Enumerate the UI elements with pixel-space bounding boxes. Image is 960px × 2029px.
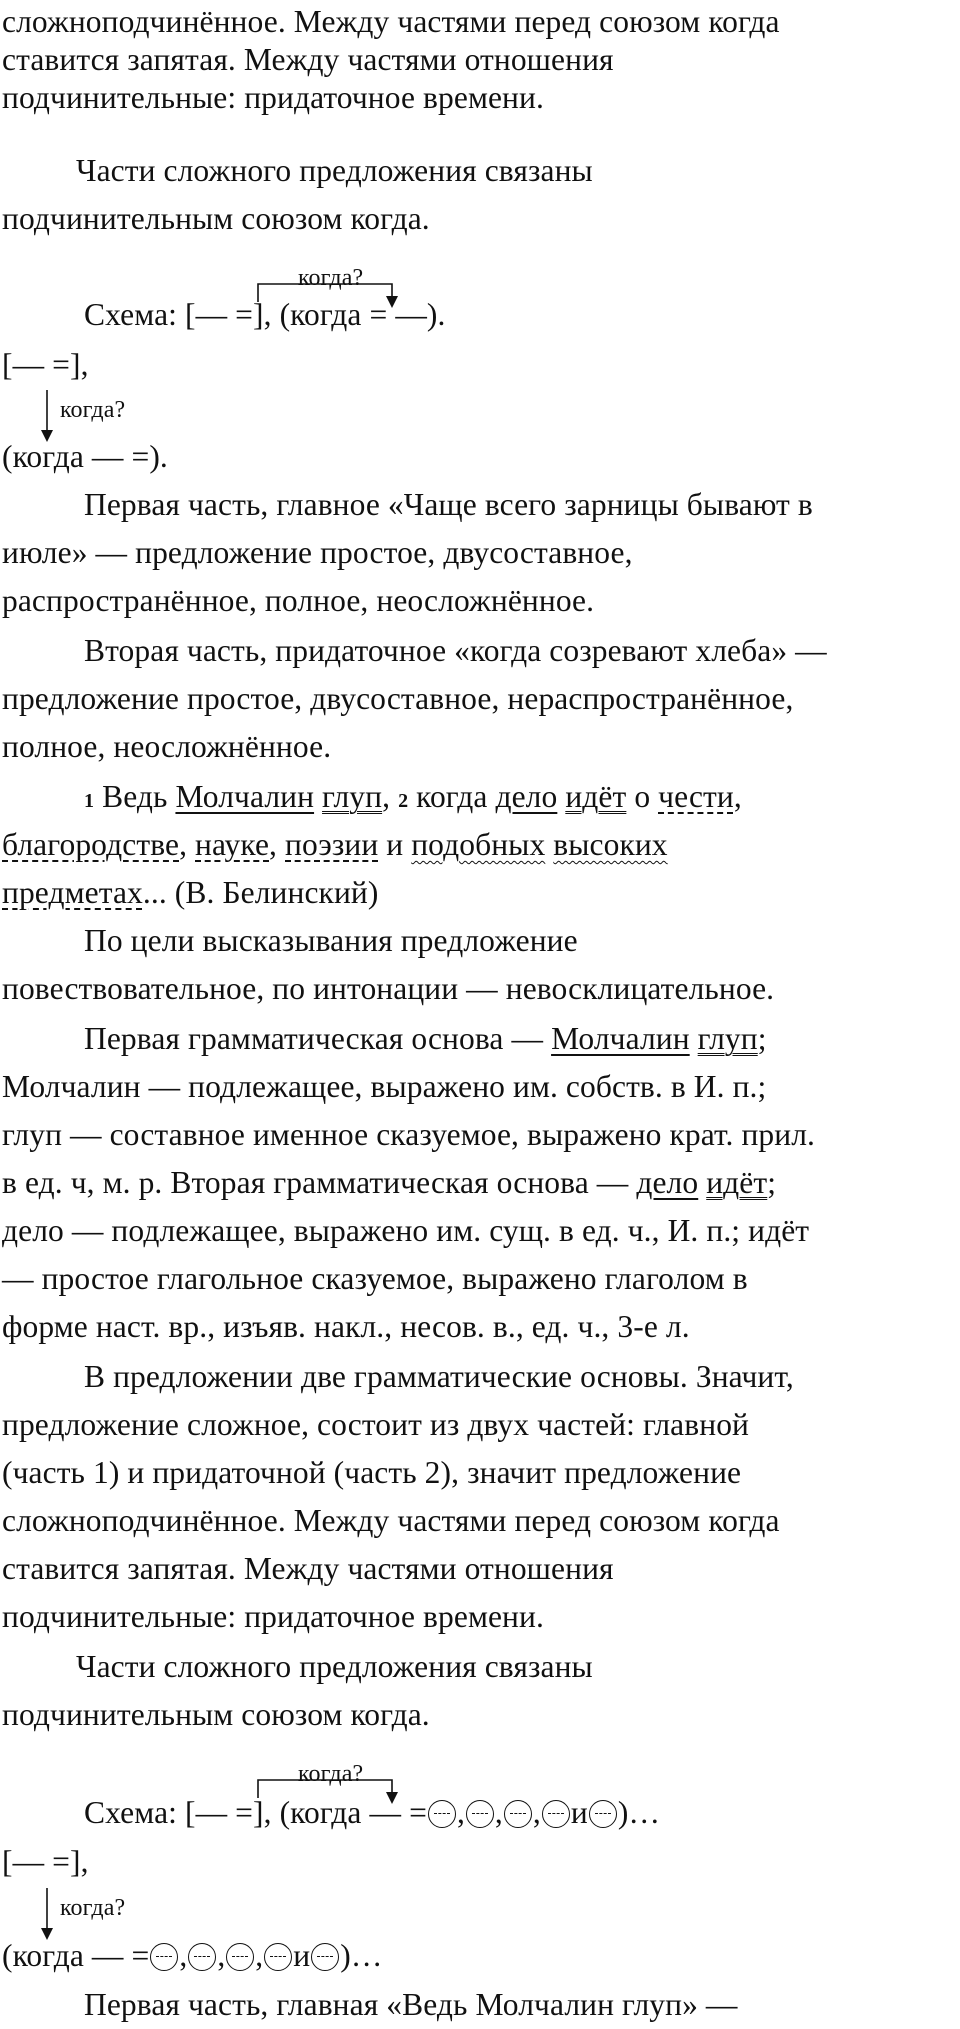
homogeneous-member-icon xyxy=(188,1943,216,1971)
text-line: подчинительным союзом когда. xyxy=(2,1697,430,1732)
text-line: Первая часть, главное «Чаще всего зарницы бывают в xyxy=(84,487,813,522)
example-sentence: благородстве, науке, поэзии и подобных высоких xyxy=(2,827,668,862)
example-sentence: предметах... (В. Белинский) xyxy=(2,875,379,910)
text-line: в ед. ч, м. р. Вторая грамматическая основа — дело идёт; xyxy=(2,1165,777,1200)
scheme-question: когда? xyxy=(298,1761,364,1787)
homogeneous-member-icon xyxy=(226,1943,254,1971)
scheme-line: Схема: [— =], (когда — = , , , и )… xyxy=(84,1795,661,1830)
text-line: Первая часть, главная «Ведь Молчалин глуп» — xyxy=(84,1987,738,2022)
text-line: По цели высказывания предложение xyxy=(84,923,578,958)
text-line: В предложении две грамматические основы. Значит, xyxy=(84,1359,794,1394)
text-line: предложение простое, двусоставное, нераспространённое, xyxy=(2,681,794,716)
text-line: полное, неосложнённое. xyxy=(2,729,332,764)
text-line: подчинительные: придаточное времени. xyxy=(2,1599,544,1634)
text-line: распространённое, полное, неосложнённое. xyxy=(2,583,595,618)
text-line: форме наст. вр., изъяв. накл., несов. в., ед. ч., 3-е л. xyxy=(2,1309,690,1344)
text-line: Первая грамматическая основа — Молчалин глуп; xyxy=(84,1021,767,1056)
scheme-main-part: [— =], xyxy=(2,1844,89,1879)
text-line: подчинительные: придаточное времени. xyxy=(2,80,544,115)
text-line: ставится запятая. Между частями отношения xyxy=(2,1551,614,1586)
scheme-line: Схема: [— =], (когда = —). xyxy=(84,297,446,332)
text-line: (часть 1) и придаточной (часть 2), значит предложение xyxy=(2,1455,742,1490)
homogeneous-member-icon xyxy=(311,1943,339,1971)
text-line: сложноподчинённое. Между частями перед союзом когда xyxy=(2,4,780,39)
text-line: Вторая часть, придаточное «когда созревают хлеба» — xyxy=(84,633,827,668)
text-line: подчинительным союзом когда. xyxy=(2,201,430,236)
scheme-question: когда? xyxy=(60,397,126,423)
text-line: — простое глагольное сказуемое, выражено глаголом в xyxy=(2,1261,748,1296)
homogeneous-member-icon xyxy=(264,1943,292,1971)
text-line: предложение сложное, состоит из двух частей: главной xyxy=(2,1407,750,1442)
text-line: ставится запятая. Между частями отношения xyxy=(2,42,614,77)
scheme-question: когда? xyxy=(298,265,364,291)
text-line: Части сложного предложения связаны xyxy=(76,1649,593,1684)
scheme-sub-part: (когда — = , , , и )… xyxy=(2,1938,383,1973)
homogeneous-member-icon xyxy=(150,1943,178,1971)
scheme-sub-part: (когда — =). xyxy=(2,439,168,474)
text-line: повествовательное, по интонации — невосклицательное. xyxy=(2,971,775,1006)
scheme-question: когда? xyxy=(60,1895,126,1921)
text-line: июле» — предложение простое, двусоставное, xyxy=(2,535,633,570)
text-line: дело — подлежащее, выражено им. сущ. в ед. ч., И. п.; идёт xyxy=(2,1213,810,1248)
example-sentence: 1 Ведь Молчалин глуп, 2 когда дело идёт о чести, xyxy=(84,779,742,814)
scheme-main-part: [— =], xyxy=(2,347,89,382)
text-line: Части сложного предложения связаны xyxy=(76,153,593,188)
text-line: сложноподчинённое. Между частями перед союзом когда xyxy=(2,1503,780,1538)
text-line: глуп — составное именное сказуемое, выражено крат. прил. xyxy=(2,1117,816,1152)
text-line: Молчалин — подлежащее, выражено им. собств. в И. п.; xyxy=(2,1069,767,1104)
